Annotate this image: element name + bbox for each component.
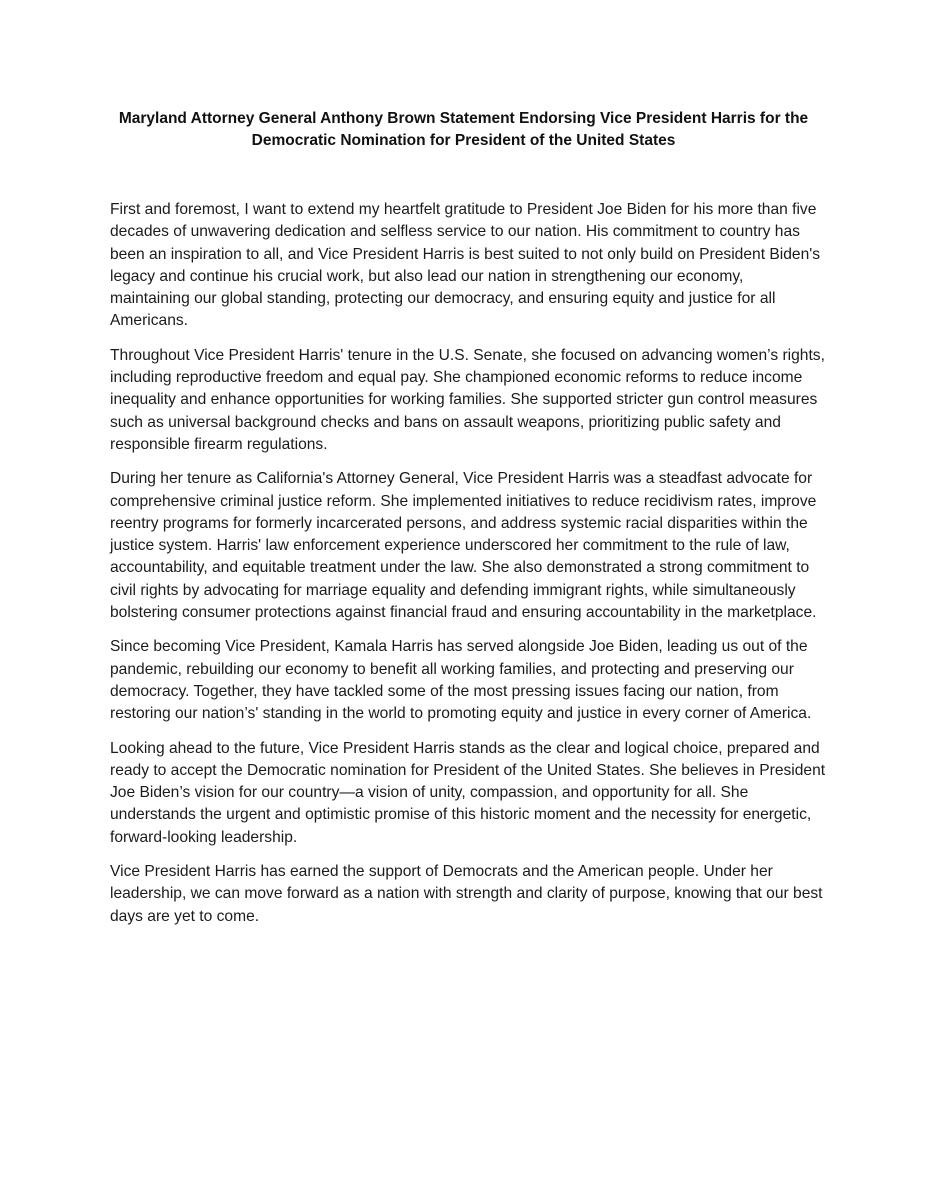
paragraph-future: Looking ahead to the future, Vice President Harris stands as the clear and logical choice, prepared and ready to accept the Democratic nomination for President of the United States. She believes in President Joe Biden’s vision for our country—a vision of unity, compassion, and opportunity for all. She understands the urgent and optimistic promise of this historic moment and the necessity for energetic, forward-looking leadership.: [110, 739, 826, 846]
paragraph-senate: Throughout Vice President Harris' tenure in the U.S. Senate, she focused on advancing women’s rights, including reproductive freedom and equal pay. She championed economic reforms to reduce income inequality and enhance opportunities for working families. She supported stricter gun control measures such as universal background checks and bans on assault weapons, prioritizing public safety and responsible firearm regulations.: [110, 346, 825, 453]
paragraph-support: Vice President Harris has earned the support of Democrats and the American people. Under her leadership, we can move forward as a nation with strength and clarity of purpose, knowing that our best days are yet to come.: [110, 863, 823, 925]
paragraph-attorney-general: During her tenure as California's Attorney General, Vice President Harris was a steadfast advocate for comprehensive criminal justice reform. She implemented initiatives to reduce recidivism rates, improve reentry programs for formerly incarcerated persons, and address systemic racial disparities within the justice system. Harris' law enforcement experience underscored her commitment to the rule of law, accountability, and equitable treatment under the law. She also demonstrated a strong commitment to civil rights by advocating for marriage equality and defending immigrant rights, while simultaneously bolstering consumer protections against financial fraud and ensuring accountability in the marketplace.: [110, 470, 817, 622]
paragraph-gratitude: First and foremost, I want to extend my heartfelt gratitude to President Joe Biden for his more than five decades of unwavering dedication and selfless service to our nation. His commitment to country has been an inspiration to all, and Vice President Harris is best suited to not only build on President Biden's legacy and continue his crucial work, but also lead our nation in strengthening our economy, maintaining our global standing, protecting our democracy, and ensuring equity and justice for all Americans.: [110, 201, 821, 330]
document-title: Maryland Attorney General Anthony Brown Statement Endorsing Vice President Harris for the Democratic Nomination for President of the United States: [118, 110, 809, 149]
document-body: [110, 199, 826, 940]
paragraph-vice-president: Since becoming Vice President, Kamala Harris has served alongside Joe Biden, leading us out of the pandemic, rebuilding our economy to benefit all working families, and protecting and preserving our democracy. Together, they have tackled some of the most pressing issues facing our nation, from restoring our nation’s' standing in the world to promoting equity and justice in every corner of America.: [110, 638, 812, 723]
